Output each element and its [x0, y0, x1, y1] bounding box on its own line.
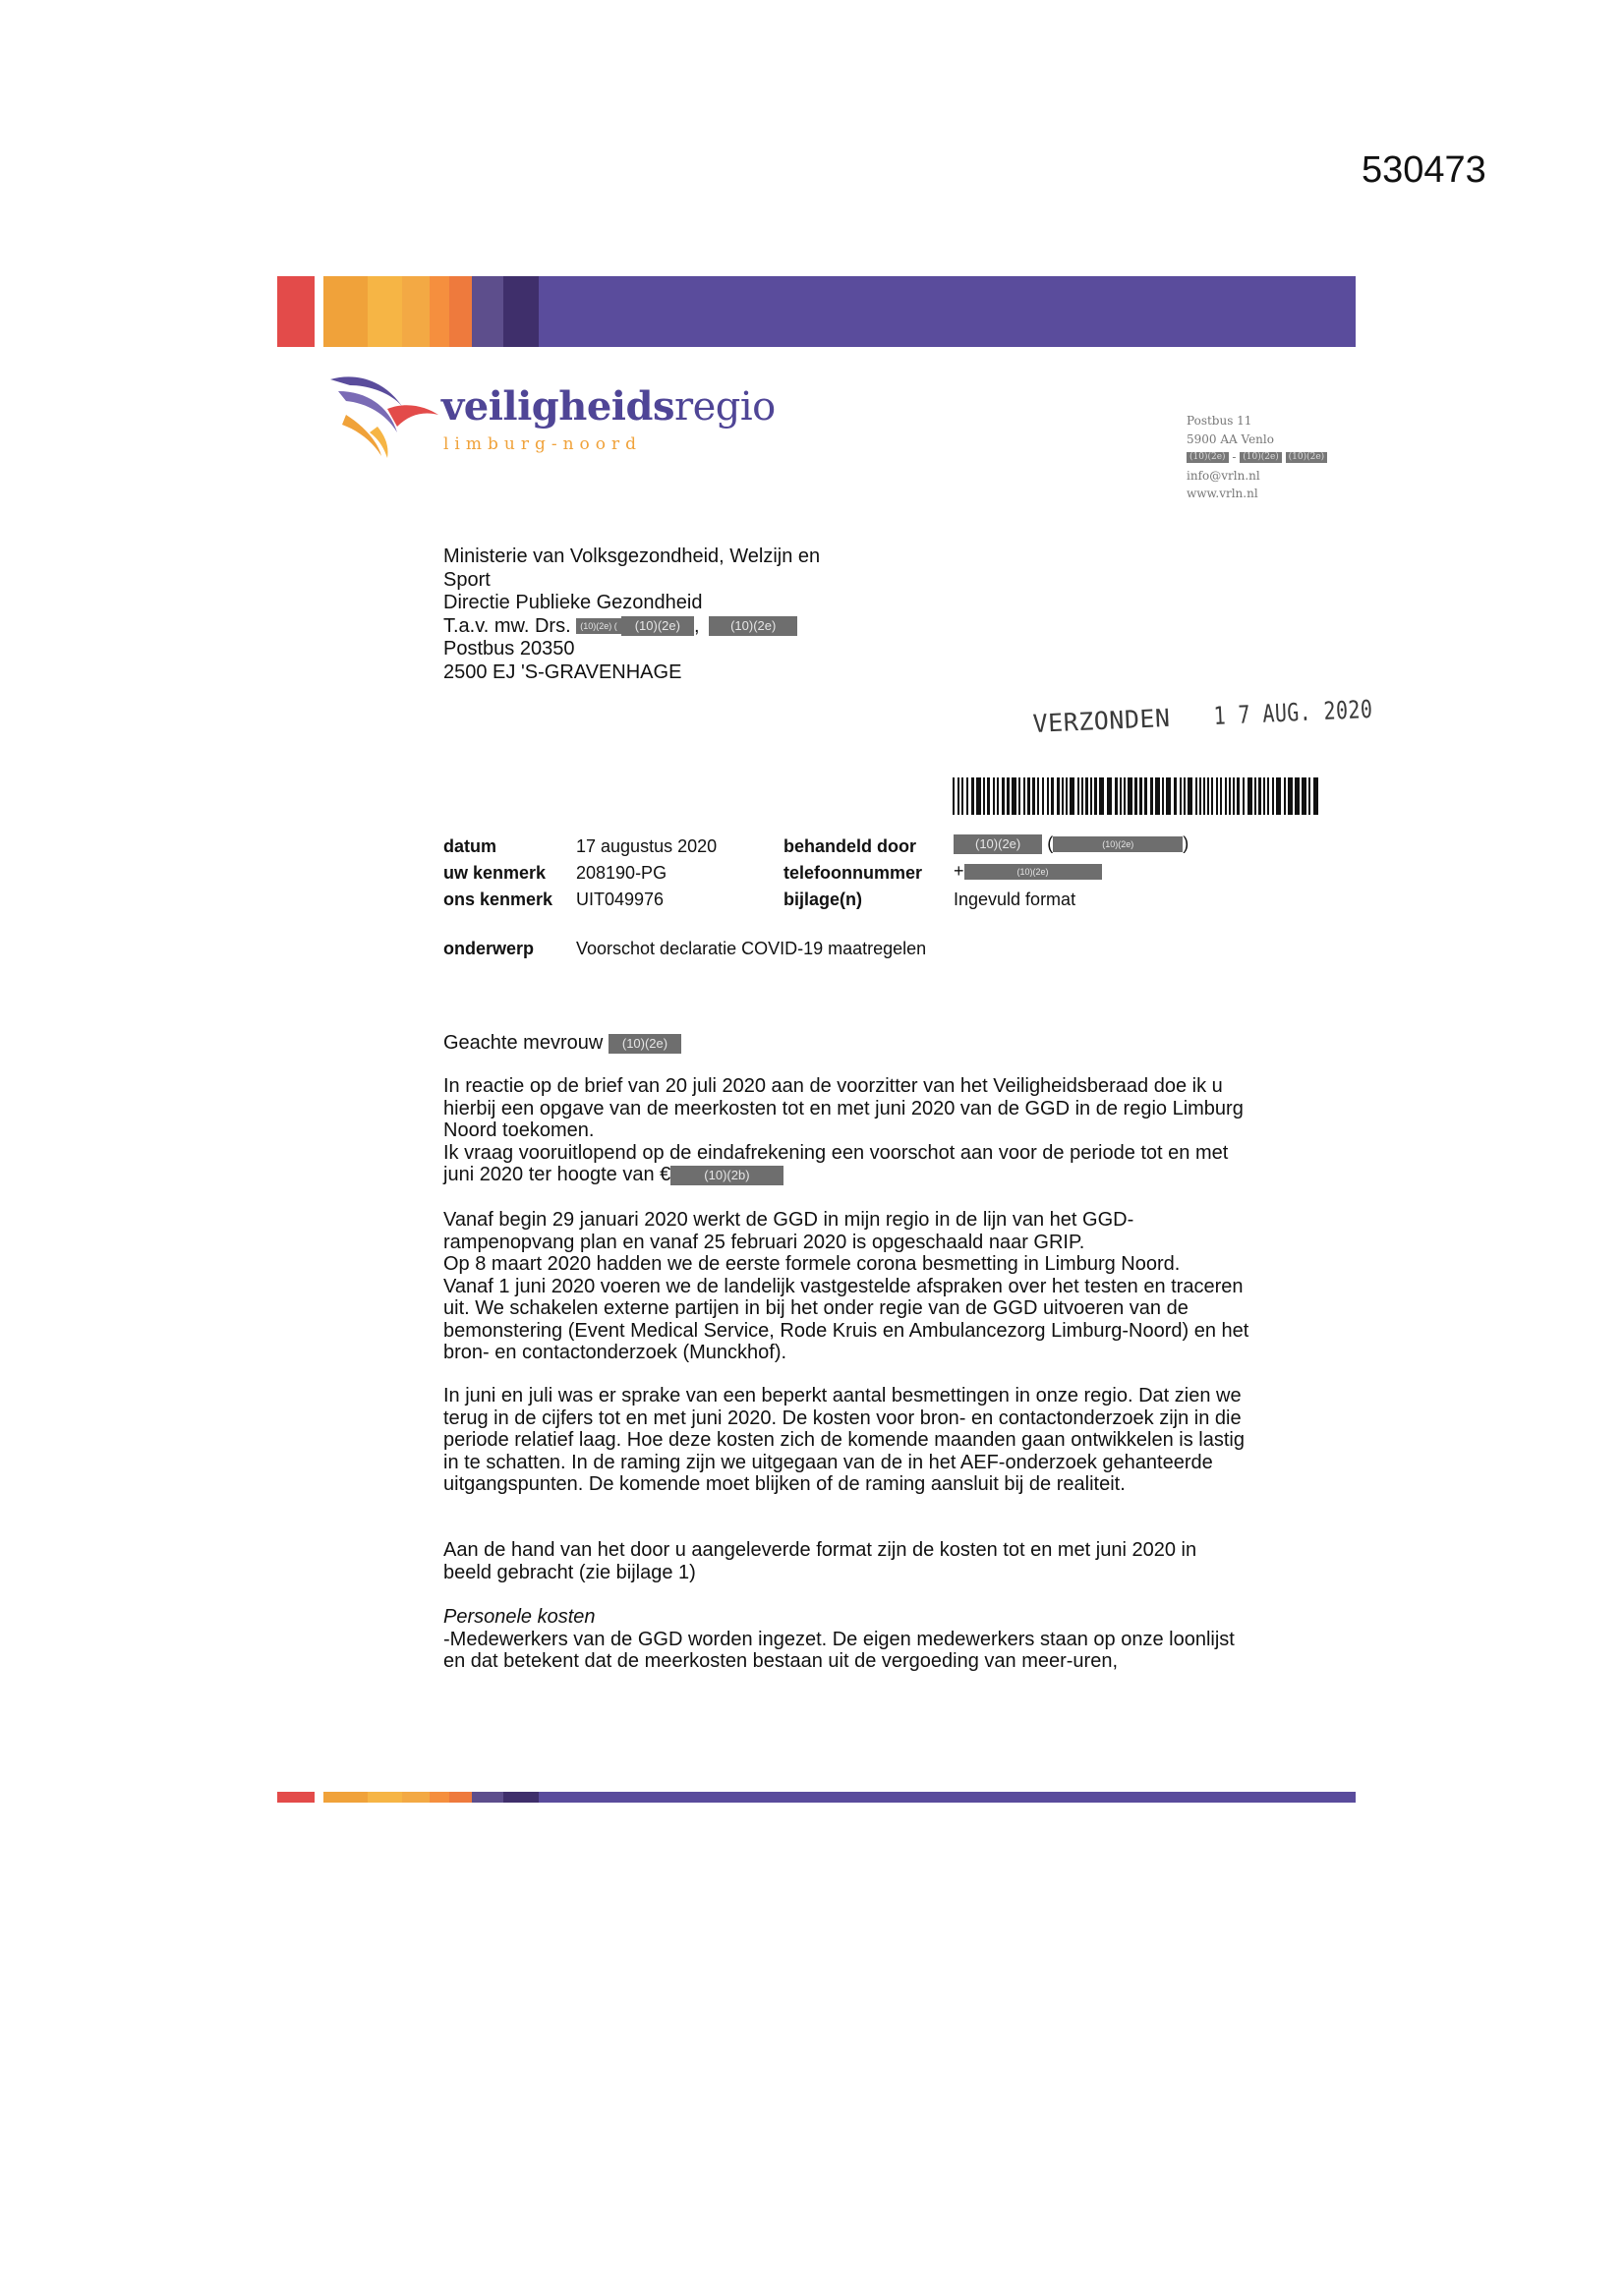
telefoonnummer-label: telefoonnummer	[783, 863, 923, 883]
barcode-bar	[997, 777, 999, 815]
redaction-box: (10)(2e)	[1187, 452, 1229, 463]
barcode-bar	[1263, 777, 1265, 815]
barcode-bar	[1018, 777, 1020, 815]
barcode-bar	[1188, 777, 1192, 815]
barcode-bar	[993, 777, 995, 815]
barcode-bar	[1150, 777, 1153, 815]
barcode-bar	[1267, 777, 1269, 815]
barcode-bar	[1085, 777, 1088, 815]
barcode-bar	[1032, 777, 1035, 815]
barcode-bar	[1023, 777, 1025, 815]
barcode-bar	[1120, 777, 1122, 815]
stamp-date: 1 7 AUG. 2020	[1213, 694, 1373, 730]
datum-value: 17 augustus 2020	[576, 836, 718, 856]
section-heading: Personele kosten	[443, 1606, 596, 1628]
paragraph-2: Vanaf begin 29 januari 2020 werkt de GGD in mijn regio in de lijn van het GGD-rampenopvang plan en vanaf 25 februari 2020 is opgeschaald naar GRIP. Op 8 maart 2020 hadden we de eerste formele corona besmetting in Limburg Noord. Vanaf 1 juni 2020 voeren we de landelijk vastgestelde afspraken over het testen en traceren uit. We schakelen externe partijen in bij het onder regie van de GGD uitvoeren van de bemonstering (Event Medical Service, Rode Kruis en Ambulancezorg Limburg-Noord) en het bron- en contactonderzoek (Munckhof).	[443, 1209, 1249, 1363]
redaction-box: (10)(2e)	[954, 834, 1042, 854]
barcode-bar	[1313, 777, 1318, 815]
barcode-bar	[1081, 777, 1083, 815]
ons-kenmerk-label: ons kenmerk	[443, 890, 553, 909]
sender-email: info@vrln.nl	[1187, 468, 1260, 483]
barcode-bar	[1166, 777, 1171, 815]
behandeld-door-label: behandeld door	[783, 836, 916, 856]
barcode-bar	[1094, 777, 1097, 815]
stamp-label: VERZONDEN	[1032, 703, 1172, 738]
datum-label: datum	[443, 836, 496, 856]
onderwerp-label: onderwerp	[443, 939, 535, 958]
barcode-bar	[1288, 777, 1293, 815]
salutation: Geachte mevrouw (10)(2e)	[443, 1032, 1249, 1055]
barcode-bar	[1180, 777, 1182, 815]
barcode-bar	[1247, 777, 1252, 815]
barcode-bar	[957, 777, 959, 815]
barcode-bar	[1057, 777, 1060, 815]
barcode-bar	[976, 777, 981, 815]
barcode-bar	[966, 777, 968, 815]
barcode-bar	[1115, 777, 1118, 815]
footer-color-bar	[277, 1792, 1356, 1803]
barcode	[953, 777, 1318, 815]
barcode-bar	[961, 777, 963, 815]
telefoonnummer-value: + (10)(2e)	[954, 861, 1102, 882]
barcode-bar	[987, 777, 990, 815]
letterhead-color-bar	[277, 276, 1356, 347]
redaction-box: (10)(2e) (	[576, 618, 621, 634]
redaction-box: (10)(2e)	[964, 864, 1102, 880]
barcode-bar	[1134, 777, 1137, 815]
barcode-bar	[1070, 777, 1074, 815]
barcode-bar	[1225, 777, 1227, 815]
barcode-bar	[1211, 777, 1213, 815]
recipient-attention: T.a.v. mw. Drs. (10)(2e) ( (10)(2e) , (10)(2e)	[443, 615, 820, 639]
barcode-bar	[1284, 777, 1286, 815]
barcode-bar	[1308, 777, 1310, 815]
recipient-line: Postbus 20350	[443, 638, 575, 660]
paragraph-4: Aan de hand van het door u aangeleverde format zijn de kosten tot en met juni 2020 in beeld gebracht (zie bijlage 1)	[443, 1539, 1197, 1583]
barcode-bar	[1051, 777, 1054, 815]
barcode-bar	[953, 777, 955, 815]
barcode-bar	[1042, 777, 1044, 815]
barcode-bar	[1258, 777, 1261, 815]
barcode-bar	[1272, 777, 1274, 815]
barcode-bar	[971, 777, 974, 815]
sender-phone: (10)(2e) - (10)(2e) (10)(2e)	[1187, 448, 1327, 467]
recipient-line: Sport	[443, 568, 491, 591]
redaction-box: (10)(2e)	[609, 1034, 681, 1054]
bijlage-label: bijlage(n)	[783, 890, 862, 909]
barcode-bar	[1302, 777, 1306, 815]
barcode-bar	[1155, 777, 1160, 815]
barcode-bar	[1090, 777, 1092, 815]
onderwerp-value: Voorschot declaratie COVID-19 maatregelen	[576, 939, 927, 958]
redaction-box: (10)(2e)	[621, 616, 694, 636]
barcode-bar	[1002, 777, 1005, 815]
paragraph-3: In juni en juli was er sprake van een beperkt aantal besmettingen in onze regio. Dat zien we terug in de cijfers tot en met juni 2020. De kosten voor bron- en contactonderzoek zijn in die periode relatief laag. Hoe deze kosten zich de komende maanden gaan ontwikkelen is lastig in te schatten. In de raming zijn we uitgegaan van de in het AEF-onderzoek gehanteerde uitgangspunten. De komende moet blijken of de raming aansluit bij de realiteit.	[443, 1385, 1245, 1495]
uw-kenmerk-label: uw kenmerk	[443, 863, 547, 883]
uw-kenmerk-value: 208190-PG	[576, 863, 667, 883]
barcode-bar	[1139, 777, 1142, 815]
barcode-bar	[1062, 777, 1064, 815]
barcode-bar	[1128, 777, 1132, 815]
sent-stamp	[1032, 694, 1393, 738]
recipient-line: 2500 EJ 'S-GRAVENHAGE	[443, 660, 682, 683]
barcode-bar	[1216, 777, 1218, 815]
barcode-bar	[1012, 777, 1016, 815]
barcode-bar	[1184, 777, 1186, 815]
barcode-bar	[1027, 777, 1030, 815]
barcode-bar	[1229, 777, 1231, 815]
redaction-box: (10)(2b)	[670, 1166, 783, 1185]
logo-wordmark: veiligheidsregio	[441, 383, 776, 430]
barcode-bar	[1276, 777, 1281, 815]
barcode-bar	[1207, 777, 1209, 815]
recipient-line: Ministerie van Volksgezondheid, Welzijn en	[443, 545, 821, 567]
sender-address	[1187, 412, 1327, 503]
vrln-logo	[328, 372, 776, 470]
recipient-line: Directie Publieke Gezondheid	[443, 592, 703, 613]
sender-postbus: Postbus 11	[1187, 414, 1252, 428]
barcode-bar	[1199, 777, 1201, 815]
barcode-bar	[1195, 777, 1197, 815]
sender-website: www.vrln.nl	[1187, 487, 1258, 500]
paragraph-1: In reactie op de brief van 20 juli 2020 aan de voorzitter van het Veiligheidsberaad doe ik u hierbij een opgave van de meerkosten tot en met juni 2020 van de GGD in de regio Limburg Noord toekomen. Ik vraag vooruitlopend op de eindafrekening een voorschot aan voor de periode tot en met juni 2020 ter hoogte van € (10)(2b)	[443, 1075, 1244, 1185]
barcode-bar	[1077, 777, 1079, 815]
barcode-bar	[1254, 777, 1256, 815]
redaction-box: (10)(2e)	[709, 616, 797, 636]
barcode-bar	[1233, 777, 1235, 815]
ons-kenmerk-value: UIT049976	[576, 890, 665, 909]
bijlage-value: Ingevuld format	[954, 890, 1076, 909]
sender-postcode: 5900 AA Venlo	[1187, 431, 1274, 446]
barcode-bar	[1237, 777, 1240, 815]
barcode-bar	[1174, 777, 1177, 815]
barcode-bar	[1203, 777, 1205, 815]
swoosh-logo-icon	[328, 372, 441, 460]
barcode-bar	[1220, 777, 1222, 815]
barcode-bar	[1099, 777, 1104, 815]
barcode-bar	[1295, 777, 1300, 815]
paragraph-5: Personele kosten -Medewerkers van de GGD worden ingezet. De eigen medewerkers staan op onze loonlijst en dat betekent dat de meerkosten bestaan uit de vergoeding van meer-uren,	[443, 1606, 1249, 1673]
barcode-bar	[1162, 777, 1164, 815]
redaction-box: (10)(2e)	[1286, 452, 1328, 463]
behandeld-door-value: (10)(2e) ( (10)(2e) )	[954, 833, 1189, 854]
document-number: 530473	[1362, 149, 1486, 191]
barcode-bar	[1243, 777, 1245, 815]
barcode-bar	[1007, 777, 1010, 815]
barcode-bar	[1144, 777, 1147, 815]
barcode-bar	[1066, 777, 1068, 815]
barcode-bar	[1124, 777, 1126, 815]
barcode-bar	[1107, 777, 1112, 815]
barcode-bar	[1037, 777, 1039, 815]
barcode-bar	[1047, 777, 1049, 815]
redaction-box: (10)(2e)	[1053, 836, 1183, 852]
barcode-bar	[983, 777, 985, 815]
redaction-box: (10)(2e)	[1240, 452, 1282, 463]
recipient-address	[443, 545, 820, 684]
logo-subtitle: limburg-noord	[443, 434, 643, 454]
